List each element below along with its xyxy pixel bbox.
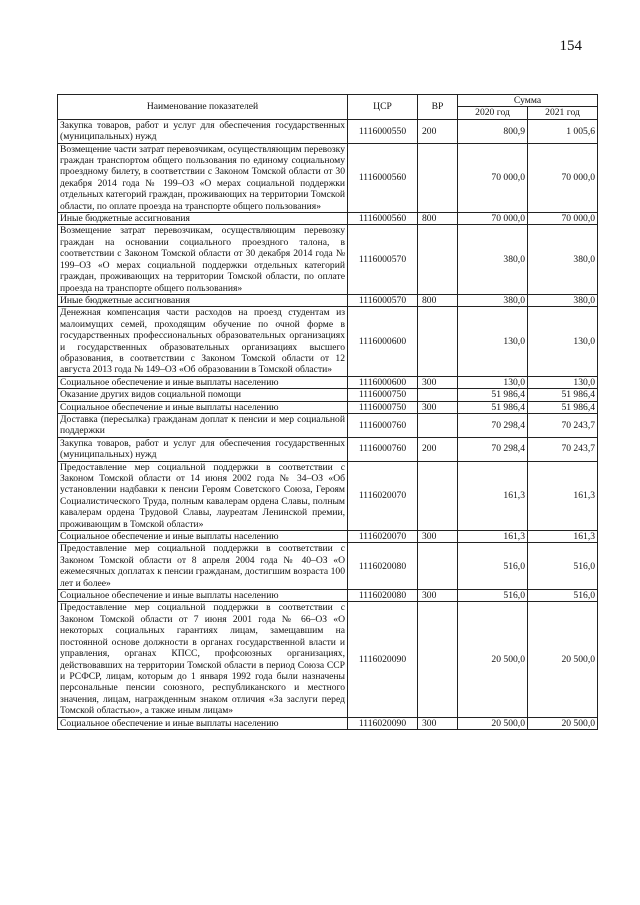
- row-csr: 1116000600: [348, 307, 418, 376]
- row-sum-2021: 20 500,0: [528, 717, 598, 729]
- row-vr: [418, 413, 458, 437]
- row-sum-2020: 516,0: [458, 543, 528, 590]
- row-csr: 1116020070: [348, 461, 418, 530]
- row-sum-2020: 51 986,4: [458, 389, 528, 401]
- row-sum-2020: 161,3: [458, 531, 528, 543]
- row-vr: [418, 307, 458, 376]
- header-year-2020: 2020 год: [458, 107, 528, 119]
- row-sum-2021: 161,3: [528, 461, 598, 530]
- row-name: Закупка товаров, работ и услуг для обеспечения государственных (муниципальных) нужд: [58, 119, 348, 143]
- table-row: [58, 531, 598, 543]
- row-csr: 1116000550: [348, 119, 418, 143]
- row-sum-2021: 51 986,4: [528, 401, 598, 413]
- table-row: [58, 307, 598, 376]
- row-csr: 1116020070: [348, 531, 418, 543]
- row-sum-2020: 161,3: [458, 461, 528, 530]
- row-sum-2020: 800,9: [458, 119, 528, 143]
- header-year-2021: 2021 год: [528, 107, 598, 119]
- row-name: Возмещение части затрат перевозчикам, осуществляющим перевозку граждан транспортом общего пользования по единому социальному проездному билету, в соответствии с Законом Томской области от 30 декабря 2014 года № 199–ОЗ «О мерах социальной поддержки отдельных категорий граждан, проживающих на территории Томской области, по оплате проезда на транспорте общего пользования»: [58, 143, 348, 212]
- table-body: [58, 119, 598, 729]
- row-sum-2020: 380,0: [458, 225, 528, 294]
- row-vr: 200: [418, 119, 458, 143]
- page-number: 154: [559, 38, 582, 54]
- row-sum-2021: 380,0: [528, 294, 598, 306]
- table-row: [58, 461, 598, 530]
- row-csr: 1116000570: [348, 294, 418, 306]
- row-vr: 300: [418, 401, 458, 413]
- table-row: [58, 143, 598, 212]
- row-sum-2021: 51 986,4: [528, 389, 598, 401]
- row-sum-2020: 70 000,0: [458, 213, 528, 225]
- table-row: [58, 225, 598, 294]
- row-vr: 300: [418, 717, 458, 729]
- row-csr: 1116020090: [348, 717, 418, 729]
- row-name: Социальное обеспечение и иные выплаты населению: [58, 717, 348, 729]
- row-vr: 300: [418, 590, 458, 602]
- budget-table: [57, 94, 598, 730]
- row-vr: [418, 461, 458, 530]
- row-sum-2021: 130,0: [528, 307, 598, 376]
- row-name: Закупка товаров, работ и услуг для обеспечения государственных (муниципальных) нужд: [58, 437, 348, 461]
- row-sum-2021: 70 243,7: [528, 437, 598, 461]
- table-row: [58, 602, 598, 717]
- row-vr: [418, 143, 458, 212]
- row-vr: 800: [418, 294, 458, 306]
- row-vr: 200: [418, 437, 458, 461]
- row-name: Иные бюджетные ассигнования: [58, 213, 348, 225]
- row-name: Социальное обеспечение и иные выплаты населению: [58, 401, 348, 413]
- row-csr: 1116020090: [348, 602, 418, 717]
- row-name: Денежная компенсация части расходов на проезд студентам из малоимущих семей, проходящим обучение по очной форме в государственных профессиональных образовательных организациях и государственных образовательных организациях высшего образования, в соответствии с Законом Томской области от 12 августа 2013 года № 149–ОЗ «Об образовании в Томской области»: [58, 307, 348, 376]
- row-name: Социальное обеспечение и иные выплаты населению: [58, 590, 348, 602]
- row-sum-2021: 20 500,0: [528, 602, 598, 717]
- row-vr: [418, 543, 458, 590]
- row-sum-2020: 516,0: [458, 590, 528, 602]
- row-sum-2020: 130,0: [458, 307, 528, 376]
- row-sum-2021: 380,0: [528, 225, 598, 294]
- header-sum: Сумма: [458, 95, 598, 107]
- row-sum-2020: 130,0: [458, 376, 528, 388]
- row-name: Социальное обеспечение и иные выплаты населению: [58, 376, 348, 388]
- row-name: Оказание других видов социальной помощи: [58, 389, 348, 401]
- row-sum-2020: 70 298,4: [458, 413, 528, 437]
- row-name: Предоставление мер социальной поддержки в соответствии с Законом Томской области от 8 апреля 2004 года № 40–ОЗ «О ежемесячных доплатах к пенсии гражданам, достигшим возраста 100 лет и более»: [58, 543, 348, 590]
- table-row: [58, 590, 598, 602]
- row-sum-2020: 70 298,4: [458, 437, 528, 461]
- row-name: Предоставление мер социальной поддержки в соответствии с Законом Томской области от 14 июня 2002 года № 34–ОЗ «Об установлении надбавки к пенсии Героям Советского Союза, Героям Социалистического Труда, полным кавалерам ордена Славы, полным кавалерам ордена Трудовой Славы, лауреатам Ленинской премии, проживающим в Томской области»: [58, 461, 348, 530]
- header-vr: ВР: [418, 95, 458, 120]
- header-name: Наименование показателей: [58, 95, 348, 120]
- row-name: Иные бюджетные ассигнования: [58, 294, 348, 306]
- row-name: Возмещение затрат перевозчикам, осуществляющим перевозку граждан на основании социального проездного талона, в соответствии с Законом Томской области от 30 декабря 2014 года № 199–ОЗ «О мерах социальной поддержки отдельных категорий граждан, проживающих на территории Томской области, по оплате проезда на транспорте общего пользования»: [58, 225, 348, 294]
- row-sum-2021: 70 243,7: [528, 413, 598, 437]
- row-vr: 800: [418, 213, 458, 225]
- row-sum-2020: 380,0: [458, 294, 528, 306]
- row-vr: [418, 225, 458, 294]
- row-sum-2020: 51 986,4: [458, 401, 528, 413]
- row-csr: 1116000760: [348, 437, 418, 461]
- row-sum-2021: 70 000,0: [528, 213, 598, 225]
- table-row: [58, 413, 598, 437]
- table-row: [58, 717, 598, 729]
- row-csr: 1116020080: [348, 543, 418, 590]
- table-header: [58, 95, 598, 120]
- row-sum-2020: 70 000,0: [458, 143, 528, 212]
- row-sum-2021: 516,0: [528, 590, 598, 602]
- row-sum-2021: 70 000,0: [528, 143, 598, 212]
- header-csr: ЦСР: [348, 95, 418, 120]
- row-vr: [418, 602, 458, 717]
- row-csr: 1116000750: [348, 389, 418, 401]
- row-csr: 1116000560: [348, 143, 418, 212]
- row-name: Социальное обеспечение и иные выплаты населению: [58, 531, 348, 543]
- table-row: [58, 213, 598, 225]
- row-name: Предоставление мер социальной поддержки в соответствии с Законом Томской области от 7 июня 2001 года № 66–ОЗ «О некоторых социальных гарантиях лицам, замещавшим на постоянной основе должности в органах государственной власти и управления, органах КПСС, профсоюзных организациях, действовавших на территории Томской области в период Союза ССР и РСФСР, лицам, которым до 1 января 1992 года были назначены персональные пенсии союзного, республиканского и местного значения, лицам, награжденным знаком отличия «За заслуги перед Томской областью», а также иным лицам»: [58, 602, 348, 717]
- row-vr: [418, 389, 458, 401]
- row-sum-2021: 1 005,6: [528, 119, 598, 143]
- row-csr: 1116020080: [348, 590, 418, 602]
- table-row: [58, 543, 598, 590]
- table-row: [58, 401, 598, 413]
- row-sum-2020: 20 500,0: [458, 717, 528, 729]
- row-csr: 1116000750: [348, 401, 418, 413]
- table-row: [58, 376, 598, 388]
- table-row: [58, 294, 598, 306]
- row-csr: 1116000600: [348, 376, 418, 388]
- row-sum-2021: 130,0: [528, 376, 598, 388]
- row-sum-2021: 516,0: [528, 543, 598, 590]
- table-row: [58, 437, 598, 461]
- row-name: Доставка (пересылка) гражданам доплат к пенсии и мер социальной поддержки: [58, 413, 348, 437]
- row-csr: 1116000760: [348, 413, 418, 437]
- row-csr: 1116000560: [348, 213, 418, 225]
- row-vr: 300: [418, 531, 458, 543]
- row-sum-2020: 20 500,0: [458, 602, 528, 717]
- table-row: [58, 119, 598, 143]
- row-vr: 300: [418, 376, 458, 388]
- table-row: [58, 389, 598, 401]
- row-csr: 1116000570: [348, 225, 418, 294]
- row-sum-2021: 161,3: [528, 531, 598, 543]
